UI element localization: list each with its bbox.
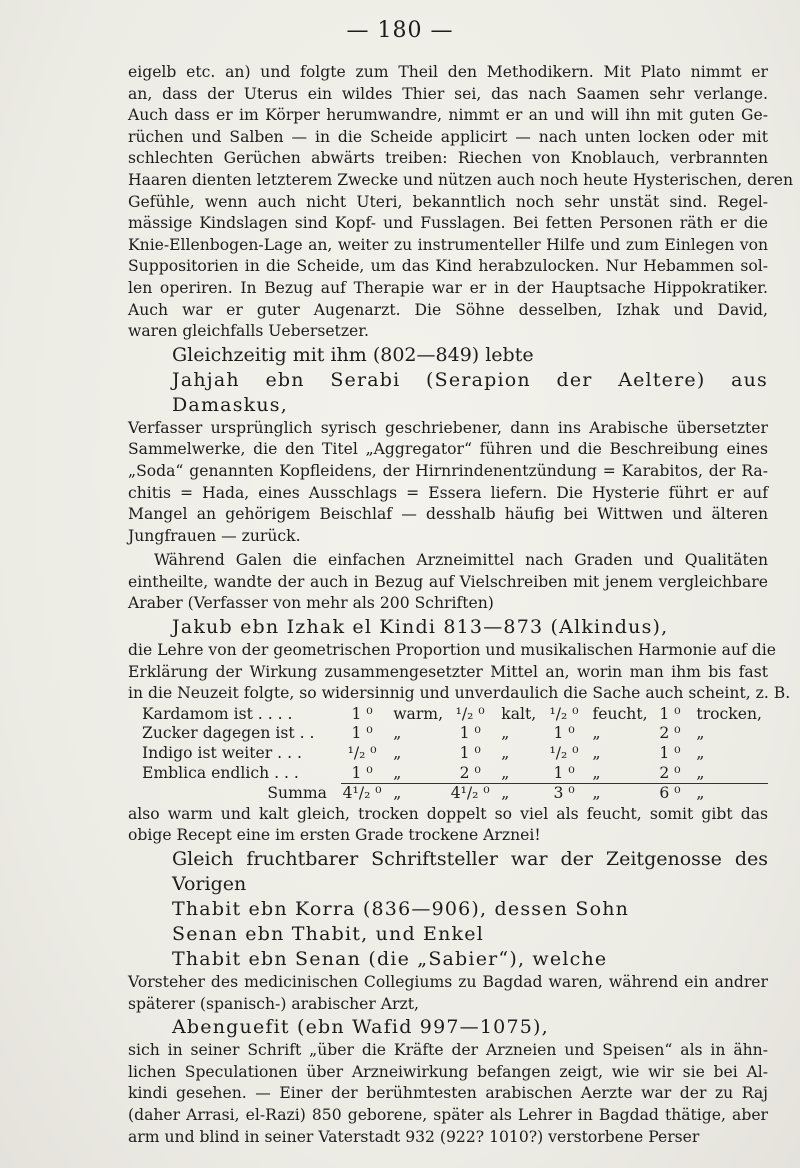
text-line: an, dass der Uterus ein wildes Thier sei, das nach Saamen sehr verlange.	[128, 84, 768, 103]
text-line: „Soda“ genannten Kopfleidens, der Hirnrindenentzündung = Karabitos, der Ra-	[128, 461, 768, 480]
text-line: Haaren dienten letzterem Zwecke und nützen auch noch heute Hysterischen, deren	[128, 170, 794, 189]
heading-abenguefit: Abenguefit (ebn Wafid 997—1075),	[172, 1016, 549, 1039]
heading-zeitgenosse: Gleich fruchtbarer Schriftsteller war der Zeitgenosse des Vorigen	[172, 848, 768, 895]
text-line: arm und blind in seiner Vaterstadt 932 (922? 1010?) verstorbene Perser	[128, 1127, 700, 1146]
text-line: in die Neuzeit folgte, so widersinnig und unverdaulich die Sache auch scheint, z. B.	[128, 684, 791, 703]
table-row: Indigo ist weiter . . . ¹/₂ ⁰ „ 1 ⁰ „ ¹/₂ ⁰ „ 1 ⁰ „	[142, 744, 705, 763]
text-line: Mangel an gehörigem Beischlaf — desshalb häufig bei Wittwen und älteren	[128, 505, 768, 524]
text-line: Verfasser ursprünglich syrisch geschriebener, dann ins Arabische übersetzter	[128, 418, 768, 437]
paragraph-methodiker	[128, 62, 794, 343]
text-line: Auch dass er im Körper herumwandre, nimmt er an und will ihn mit guten Ge-	[128, 106, 768, 125]
text-line: späterer (spanisch-) arabischer Arzt,	[128, 994, 419, 1013]
text-line: Während Galen die einfachen Arzneimittel nach Graden und Qualitäten	[154, 551, 768, 570]
text-line: Gefühle, wenn auch nicht Uteri, bekanntlich noch sehr unstät sind. Regel-	[128, 192, 768, 211]
heading-thabit-senan: Thabit ebn Senan (die „Sabier“), welche	[172, 948, 608, 970]
body-text	[128, 62, 794, 1148]
heading-gleichzeitig: Gleichzeitig mit ihm (802—849) lebte	[172, 343, 534, 366]
table-sum-row: Summa 4¹/₂ ⁰ „ 4¹/₂ ⁰ „ 3 ⁰ „ 6 ⁰ „	[142, 784, 768, 804]
text-line: Araber (Verfasser von mehr als 200 Schriften)	[128, 594, 494, 613]
paragraph-galen	[128, 550, 768, 615]
text-line: Sammelwerke, die den Titel „Aggregator“ führen und die Beschreibung eines	[128, 440, 768, 459]
text-line: eintheilte, wandte der auch in Bezug auf Vielschreiben mit jenem vergleichbare	[128, 572, 768, 591]
text-line: chitis = Hada, eines Ausschlags = Essera liefern. Die Hysterie führt er auf	[128, 483, 768, 502]
text-line: Knie-Ellenbogen-Lage an, weiter zu instrumenteller Hilfe und zum Einlegen von	[128, 235, 768, 254]
text-line: len operiren. In Bezug auf Therapie war er in der Hauptsache Hippokratiker.	[128, 278, 768, 297]
table-row: Kardamom ist . . . . 1 ⁰ warm, ¹/₂ ⁰ kalt, ¹/₂ ⁰ feucht, 1 ⁰ trocken,	[142, 704, 762, 723]
text-line: Erklärung der Wirkung zusammengesetzter Mittel an, worin man ihm bis fast	[128, 662, 768, 681]
heading-serapion: Jahjah ebn Serabi (Serapion der Aeltere) aus Damaskus,	[172, 368, 768, 416]
page-number: — 180 —	[346, 18, 454, 43]
paragraph-alkindus	[128, 640, 791, 705]
text-line: also warm und kalt gleich, trocken doppelt so viel als feucht, somit gibt das	[128, 804, 768, 823]
text-line: Suppositorien in die Scheide, um das Kind herabzulocken. Nur Hebammen sol-	[128, 257, 768, 276]
text-line: Auch war er guter Augenarzt. Die Söhne desselben, Izhak und David,	[128, 300, 768, 319]
table-row: Zucker dagegen ist . . 1 ⁰ „ 1 ⁰ „ 1 ⁰ „ 2 ⁰ „	[142, 724, 705, 743]
text-line: obige Recept eine im ersten Grade trockene Arznei!	[128, 826, 541, 845]
table-row: Emblica endlich . . . 1 ⁰ „ 2 ⁰ „ 1 ⁰ „ 2 ⁰ „	[142, 763, 705, 782]
text-line: mässige Kindslagen sind Kopf- und Fusslagen. Bei fetten Personen räth er die	[128, 214, 768, 233]
text-line: die Lehre von der geometrischen Proportion und musikalischen Harmonie auf die	[128, 641, 776, 660]
text-line: (daher Arrasi, el-Razi) 850 geborene, später als Lehrer in Bagdad thätige, aber	[128, 1105, 768, 1124]
text-line: rüchen und Salben — in die Scheide applicirt — nach unten locken oder mit	[128, 127, 768, 146]
paragraph-conclusion	[128, 804, 768, 847]
paragraph-razi	[128, 1040, 768, 1148]
heading-senan: Senan ebn Thabit, und Enkel	[172, 923, 484, 945]
paragraph-bagdad	[128, 972, 768, 1015]
text-line: lichen Speculationen über Arzneiwirkung befangen zeigt, wie wir sie bei Al-	[128, 1062, 768, 1081]
drug-grade-table	[142, 705, 768, 804]
text-line: schlechten Gerüchen abwärts treiben: Riechen von Knoblauch, verbrannten	[128, 149, 768, 168]
paragraph-serapion	[128, 418, 768, 548]
text-line: kindi gesehen. — Einer der berühmtesten arabischen Aerzte war der zu Raj	[128, 1084, 768, 1103]
text-line: Vorsteher des medicinischen Collegiums zu Bagdad waren, während ein andrer	[128, 973, 768, 991]
heading-alkindus: Jakub ebn Izhak el Kindi 813—873 (Alkindus),	[172, 616, 669, 639]
text-line: sich in seiner Schrift „über die Kräfte der Arzneien und Speisen“ als in ähn-	[128, 1041, 768, 1060]
heading-thabit: Thabit ebn Korra (836—906), dessen Sohn	[172, 898, 630, 920]
text-line: waren gleichfalls Uebersetzer.	[128, 322, 369, 341]
text-line: eigelb etc. an) und folgte zum Theil den Methodikern. Mit Plato nimmt er	[128, 63, 768, 81]
text-line: Jungfrauen — zurück.	[128, 526, 301, 545]
